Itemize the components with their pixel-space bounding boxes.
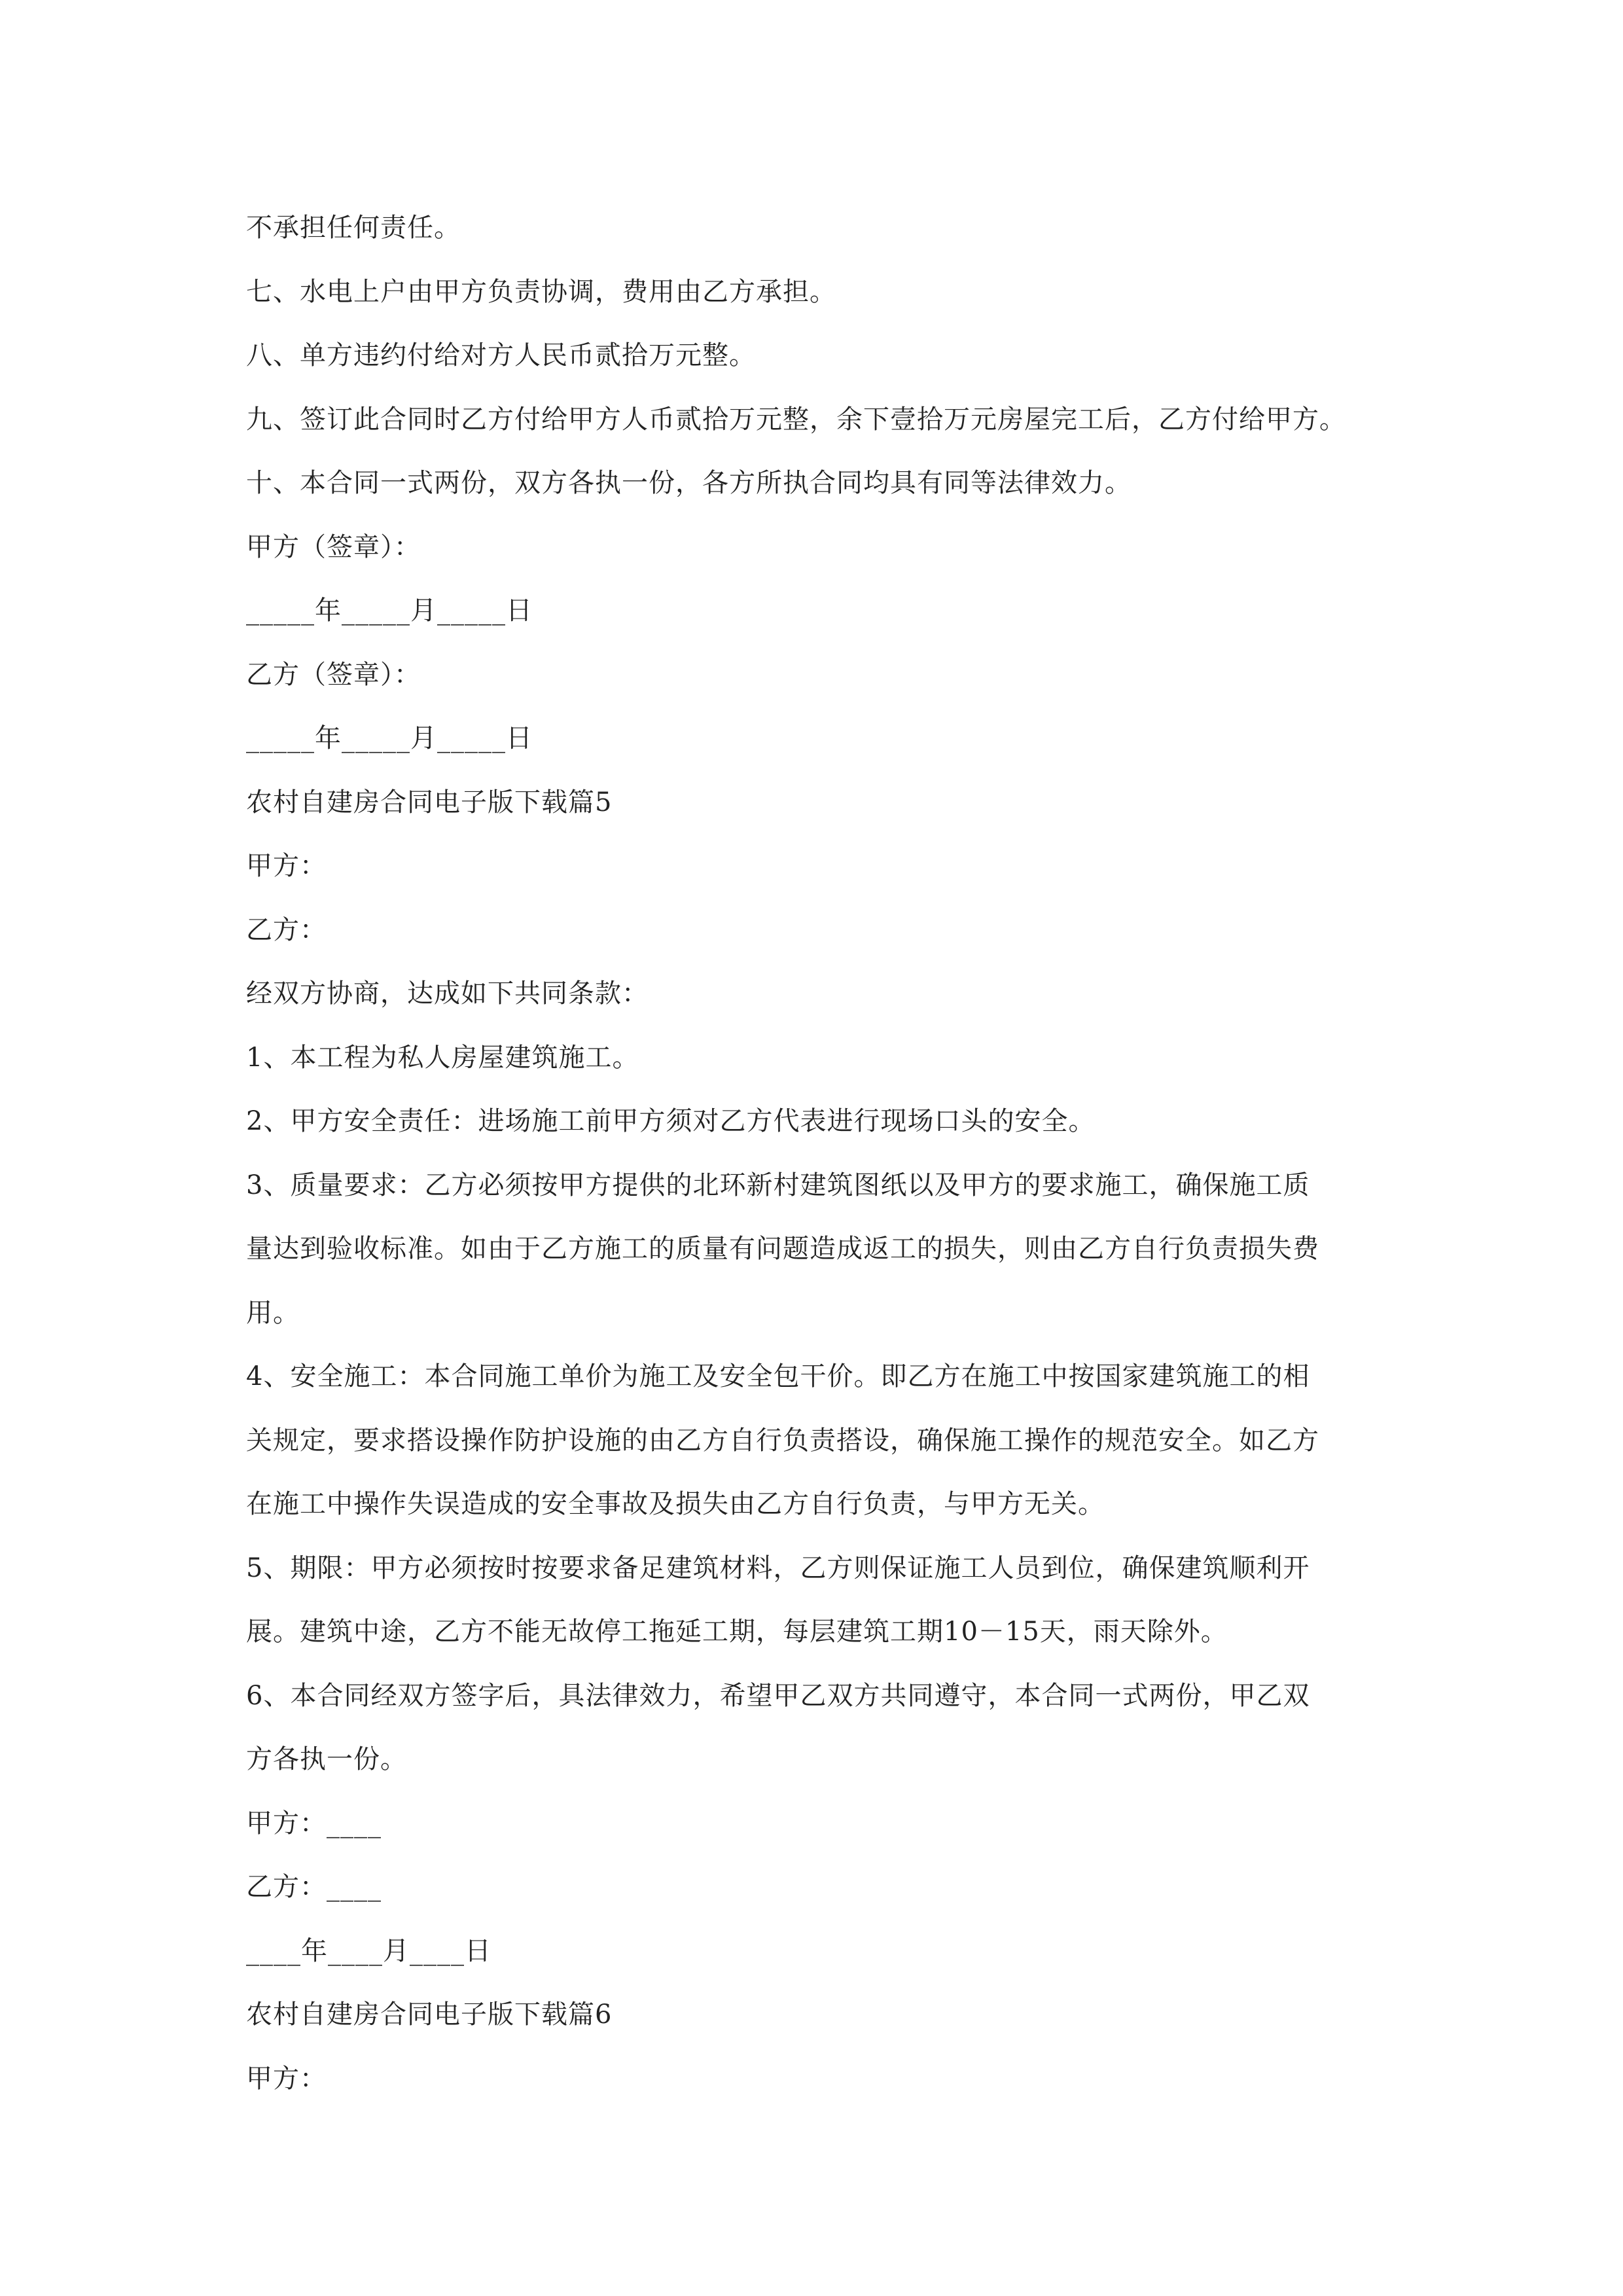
term-4-line-2: 关规定，要求搭设操作防护设施的由乙方自行负责搭设，确保施工操作的规范安全。如乙方 [246, 1426, 1319, 1456]
section-heading-6: 农村自建房合同电子版下载篇6 [246, 2000, 613, 2030]
party-a-date-line: _____年_____月_____日 [246, 596, 533, 626]
term-4-line-3: 在施工中操作失误造成的安全事故及损失由乙方自行负责，与甲方无关。 [246, 1489, 1105, 1519]
party-a-sign-line: 甲方：____ [246, 1808, 382, 1839]
clause-8: 八、单方违约付给对方人民币贰拾万元整。 [246, 340, 756, 370]
term-6-line-2: 方各执一份。 [246, 1744, 407, 1774]
party-b-label: 乙方： [246, 915, 327, 945]
clause-9: 九、签订此合同时乙方付给甲方人币贰拾万元整，余下壹拾万元房屋完工后，乙方付给甲方。 [246, 404, 1346, 435]
term-3-line-2: 量达到验收标准。如由于乙方施工的质量有问题造成返工的损失，则由乙方自行负责损失费 [246, 1234, 1319, 1264]
clause-7: 七、水电上户由甲方负责协调，费用由乙方承担。 [246, 277, 836, 307]
term-4-line-1: 4、安全施工：本合同施工单价为施工及安全包干价。即乙方在施工中按国家建筑施工的相 [246, 1361, 1310, 1391]
term-5-line-2: 展。建筑中途，乙方不能无故停工拖延工期，每层建筑工期10－15天，雨天除外。 [246, 1617, 1228, 1647]
term-5-line-1: 5、期限：甲方必须按时按要求备足建筑材料，乙方则保证施工人员到位，确保建筑顺利开 [246, 1553, 1310, 1583]
term-3-line-1: 3、质量要求：乙方必须按甲方提供的北环新村建筑图纸以及甲方的要求施工，确保施工质 [246, 1170, 1310, 1200]
term-1: 1、本工程为私人房屋建筑施工。 [246, 1043, 639, 1073]
agreement-intro: 经双方协商，达成如下共同条款： [246, 978, 649, 1009]
party-a-label: 甲方： [246, 851, 327, 881]
party-b-sign-line: 乙方：____ [246, 1872, 382, 1902]
party-b-signature-label: 乙方（签章）： [246, 660, 421, 690]
party-a-signature-label: 甲方（签章）： [246, 532, 421, 562]
term-6-line-1: 6、本合同经双方签字后，具法律效力，希望甲乙双方共同遵守，本合同一式两份，甲乙双 [246, 1681, 1310, 1711]
clause-10: 十、本合同一式两份，双方各执一份，各方所执合同均具有同等法律效力。 [246, 468, 1132, 498]
party-a-label: 甲方： [246, 2064, 327, 2094]
section-heading-5: 农村自建房合同电子版下载篇5 [246, 787, 613, 817]
term-2: 2、甲方安全责任：进场施工前甲方须对乙方代表进行现场口头的安全。 [246, 1106, 1096, 1136]
party-b-date-line: _____年_____月_____日 [246, 723, 533, 753]
term-3-line-3: 用。 [246, 1298, 300, 1328]
date-line: ____年____月____日 [246, 1936, 491, 1966]
text-line: 不承担任何责任。 [246, 213, 461, 243]
